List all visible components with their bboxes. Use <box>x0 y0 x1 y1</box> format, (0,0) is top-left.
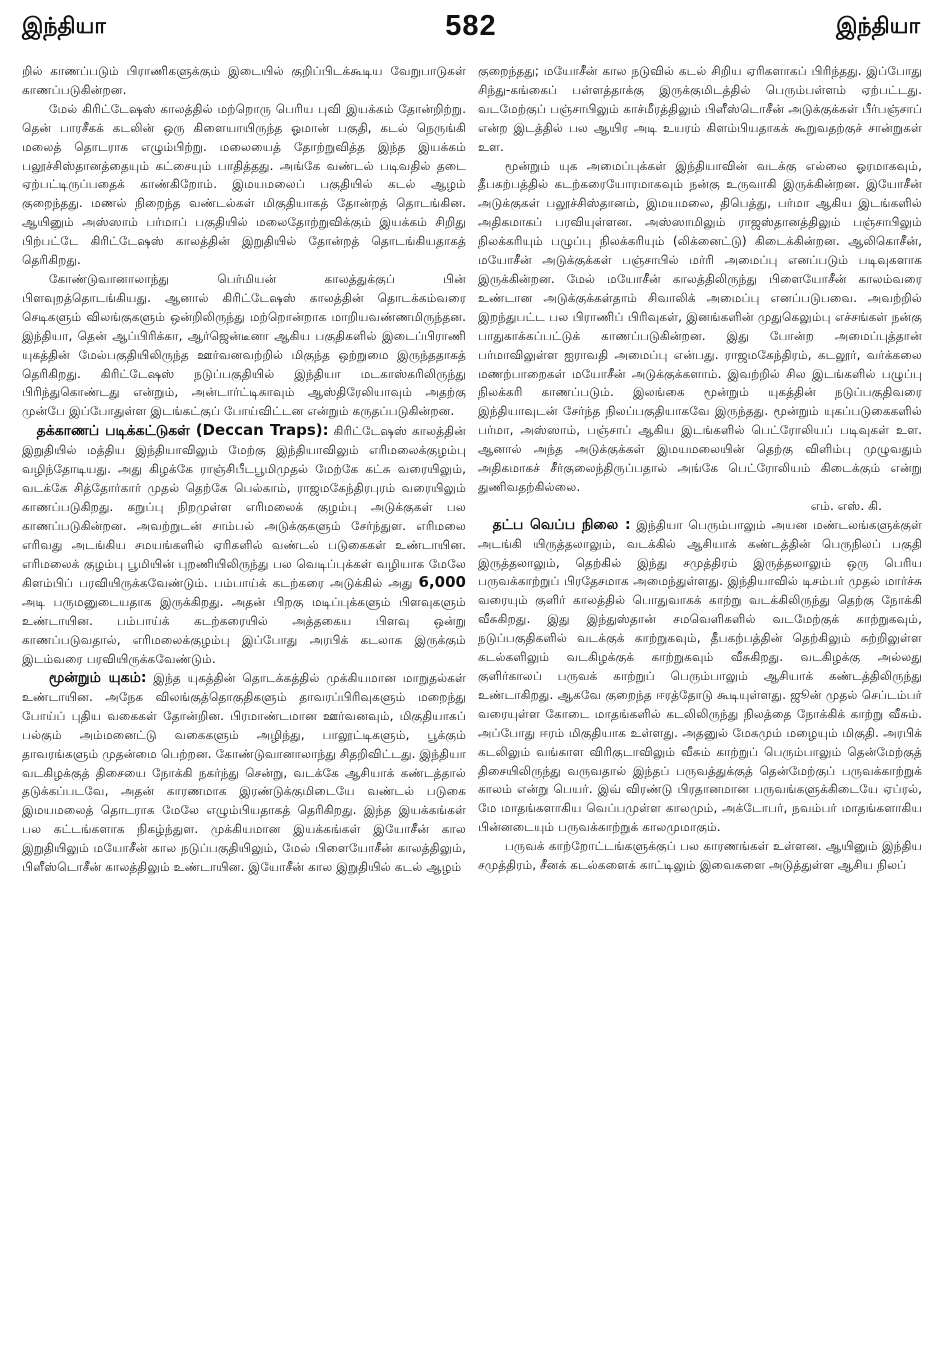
paragraph: கோண்டுவானாலாந்து பெர்மியன் காலத்துக்குப் பின் பிளவுறத்தொடங்கியது. ஆனால் கிரிட்டேஷஸ் காலத்தின் தொடக்கம்வரை செடிகளும் விலங்குகளும் ஒன்றிலிருந்து மற்றொன்றாக மாறியவண்ணமிருந்தன. இந்தியா, தென் ஆப்பிரிக்கா, ஆர்ஜென்டீனா ஆகிய பகுதிகளில் இடைப்பிராணி யுகத்தின் மேல்பகுதியிலிருந்த ஊர்வனவற்றில் மிகுந்த ஒற்றுமை இருந்ததாகத் தெரிகிறது. கிரிட்டேஷஸ் நடுப்பகுதியில் இந்தியா மடகாஸ்கரிலிருந்து பிரிந்துகொண்டது என்றும், அன்டார்ட்டிகாவும் ஆஸ்திரேலியாவும் அதற்கு முன்பே இப்போதுள்ள இடங்கட்குப் போய்விட்டன என்றும் கருதப்படுகின்றன. <box>22 271 466 419</box>
paragraph-text: இந்த யுகத்தின் தொடக்கத்தில் முக்கியமான மாறுதல்கள் உண்டாயின. அநேக விலங்குத்தொகுதிகளும் தாவரப்பிரிவுகளும் மறைந்து போய்ப் புதிய வகைகள் தோன்றின. பிரமாண்டமான ஊர்வனவும், மிகுதியாகப் பல்கும் அம்மனைட்டு வகைகளும் அழிந்து, பாலூட்டிகளும், பூக்கும் தாவரங்களும் முதன்மை பெற்றன. கோண்டுவானாலாந்து சிதறிவிட்டது. இந்தியா வடகிழக்குத் திசையை நோக்கி நகர்ந்து சென்று, வடக்கே ஆசியாக் கண்டத்தால் தடுக்கப்படவே, அதன் காரணமாக இரண்டுக்குமிடையே வண்டல் படுகை இமயமலைத் தொடராக மேலே எழும்பியதாகத் தெரிகிறது. இந்த இயக்கங்கள் பல கட்டங்களாக நிகழ்ந்துள. முக்கியமான இயக்கங்கள் இயோசீன் கால இறுதியிலும் மயோசீன் கால நடுப்பகுதியிலும், மேல் பிளையோசீன் காலத்திலும், பிளீஸ்டொசீன் காலத்திலும் உண்டாயின. இயோசீன் கால இறுதியில் கடல் ஆழம் <box>22 671 466 875</box>
paragraph: மேல் கிரிட்டேஷஸ் காலத்தில் மற்றொரு பெரிய புவி இயக்கம் தோன்றிற்று. தென் பாரசீகக் கடலின் ஒரு கிளையாயிருந்த ஓமான் பகுதி, கடல் நெருங்கி மலைத் தொடராக எழும்பிற்று. மலையைத் தோற்றுவித்த இந்த இயக்கம் பலூச்சிஸ்தானத்தையும் கட்சையும் பாதித்தது. அங்கே வண்டல் படிவதில் தடை ஏற்பட்டிருப்பதைக் காண்கிறோம். இமயமலைப் பகுதியில் கடல் ஆழம் குறைந்தது. மணல் நிறைந்த வண்டல்கள் மிகுதியாகத் தோன்றத் தொடங்கின. ஆயினும் அஸ்ஸாம் பர்மாப் பகுதியில் மலைதோற்றுவிக்கும் இயக்கம் சிறிது பிற்பட்டே கிரிட்டேஷஸ் காலத்தின் இறுதியில் தோன்றத் தொடங்கியதாகத் தெரிகிறது. <box>22 101 466 268</box>
author-signature: எம். எஸ். கி. <box>810 498 882 513</box>
inline-number: 6,000 <box>418 573 466 592</box>
section-heading: மூன்றும் யுகம்: <box>48 670 147 686</box>
paragraph-text: இந்தியா பெரும்பாலும் அயன மண்டலங்களுக்குள் அடங்கி யிருத்தலாலும், வடக்கில் ஆசியாக் கண்டத்தின் பெருநிலப் பகுதி இருத்தலாலும், தெற்கில் இந்து சமுத்திரம் இருத்தலாலும் ஒரு பெரிய பருவக்காற்றுப் பிரதேசமாக அமைந்துள்ளது. இந்தியாவில் டிசம்பர் முதல் மார்ச்சு வரையும் குளிர் காலத்தில் பொதுவாகக் காற்று வடக்கிலிருந்து தெற்கு நோக்கி வீசுகிறது. இது இந்துஸ்தான் சமவெளிகளில் வடமேற்குக் காற்றுகவும், நடுப்பகுதிகளில் வடக்குக் காற்றுகவும், தீபகற்பத்தின் தெற்கிலும் சுற்றிலுள்ள கடல்களிலும் வடகிழக்குக் காற்றுகவும் வீசுகிறது. வடகிழக்கு அல்லது குளிர்காலப் பருவக் காற்றுப் பெரும்பாலும் ஆசியாக் கண்டத்திலிருந்து உண்டாகிறது. ஆகவே குறைந்த ஈரத்தோடு கூடியுள்ளது. ஜூன் முதல் செப்டம்பர் வரையுள்ள கோடை மாதங்களில் கடலிலிருந்து நிலத்தை நோக்கிக் காற்று வீசும். அப்போது ஈரம் மிகுதியாக உள்ளது. அதனுல் மேகமும் மழையும் மிகுதி. அரபிக் கடலிலும் வங்காள விரிகுடாவிலும் வீசும் காற்றுப் பெரும்பாலும் தென்மேற்குத் திசையிலிருந்து வருவதால் இந்தப் பருவத்துக்குத் தென்மேற்குப் பருவக்காற்றுக் காலம் என்று பெயர். இவ் விரண்டு பிரதானமான பருவங்களுக்கிடையே ஏப்ரல், மே மாதங்களாகிய வெப்பமுள்ள காலமும், அக்டோபர், நவம்பர் மாதங்களாகிய பின்னடையும் பருவக்காற்றுக் காலமுமாகும். <box>478 517 922 835</box>
left-column <box>22 62 466 1354</box>
section-paragraph-climate <box>478 516 922 837</box>
page-header <box>22 10 920 50</box>
section-heading: தட்ப வெப்ப நிலை : <box>492 516 631 533</box>
section-paragraph-tertiary <box>22 669 466 877</box>
paragraph: பருவக் காற்றோட்டங்களுக்குப் பல காரணங்கள் உள்ளன. ஆயினும் இந்திய சமுத்திரம், சீனக் கடல்களைக் காட்டிலும் இவைகளை அடுத்துள்ள ஆசிய நிலப் <box>478 839 922 873</box>
paragraph: குறைந்தது; மயோசீன் கால நடுவில் கடல் சிறிய ஏரிகளாகப் பிரிந்தது. இப்போது சிந்து-கங்கைப் பள்ளத்தாக்கு இருக்குமிடத்தில் பெரும்பள்ளம் ஏற்பட்டது. வடமேற்குப் பஞ்சாபிலும் காச்மீரத்திலும் பிளீஸ்டொசீன் அடுக்குக்கள் பீர்பஞ்சாப் என்ற இடத்தில் பல ஆயிர அடி உயரம் கிளம்பியதாகக் கூறுவதற்குச் சான்றுகள் உள. <box>478 64 922 154</box>
section-heading: தக்காணப் படிக்கட்டுகள் <box>36 423 196 440</box>
section-heading-english: (Deccan Traps): <box>195 421 329 440</box>
paragraph: மூன்றும் யுக அமைப்புக்கள் இந்தியாவின் வடக்கு எல்லை ஓரமாகவும், தீபகற்பத்தில் கடற்கரையோரமாகவும் நன்கு உருவாகி இருக்கின்றன. இயோசீன் அடுக்குகள் பலூச்சிஸ்தானம், இமயமலை, திபெத்து, பர்மா ஆகிய இடங்களில் அதிகமாகப் பரவியுள்ளன. அஸ்ஸாமிலும் ராஜஸ்தானத்திலும் பஞ்சாபிலும் நிலக்கரியும் பழுப்பு நிலக்கரியும் (லிக்னைட்டு) கிடைக்கின்றன. ஆலிகொசீன், மயோசீன் அடுக்குக்கள் பஞ்சாபில் மர்ரி அமைப்பு எனப்படும் படிவுகளாக இருக்கின்றன. மேல் மயோசீன் காலத்திலிருந்து பிளையோசீன் காலம்வரை உண்டான அடுக்குக்கள்தாம் சிவாலிக் அமைப்பு எனப்படுபவை. அவற்றில் இறந்துபட்ட பல பிராணிப் பிரிவுகள், இனங்களின் முதுகெலும்பு எச்சங்கள் நன்கு பாதுகாக்கப்பட்டுக் காணப்படுகின்றன. இது போன்ற அமைப்புத்தான் பர்மாவிலுள்ள ஐராவதி அமைப்பு என்பது. ராஜமகேந்திரம், கடலூர், வர்க்கலை மணற்பாறைகள் மயோசீன் அடுக்குக்களாம். இவற்றில் சில இடங்களில் பழுப்பு நிலக்கரி காணப்படும். இலங்கை மூன்றும் யுகத்தின் நடுப்பகுதிவரை இந்தியாவுடன் சேர்ந்த நிலப்பகுதியாகவே இருந்தது. மூன்றும் யுகப்படுகைகளில் பர்மா, அஸ்ஸாம், பஞ்சாப் ஆகிய இடங்களில் பெட்ரோலியப் படிவுகள் உள. ஆனால் அந்த அடுக்குக்கள் இமயமலையின் தெற்கு விளிம்பு முழுவதும் அதிகமாகச் சீர்குலைந்திருப்பதால் அங்கே பெட்ரோலியம் கிடைக்கும் என்று துணிவதற்கில்லை. <box>478 158 922 494</box>
paragraph-text: கிரிட்டேஷஸ் காலத்தின் இறுதியில் மத்திய இந்தியாவிலும் மேற்கு இந்தியாவிலும் எரிமலைக்குழம்பு வழிந்தோடியது. அது கிழக்கே ராஞ்சிபீடபூமிமுதல் மேற்கே கட்சு வரையிலும், வடக்கே சித்தோர்கார் முதல் தெற்கே பெல்காம், ராஜமகேந்திரபுரம் வரையிலும் காணப்படுகிறது. கறுப்பு நிறமுள்ள எரிமலைக் குழம்பு அடுக்குகள் பல காணப்படுகின்றன. அவற்றுடன் சாம்பல் அடுக்குகளும் சேர்ந்துள. எரிமலை எரிவது அடங்கிய சமயங்களில் ஏரிகளில் வண்டல் படுகைகள் உண்டாயின. எரிமலைக் குழம்பு பூமியின் புறணியிலிருந்து பல வெடிப்புக்கள் வழியாக மேலே கிளம்பிப் பரவியிருக்கவேண்டும். பம்பாய்க் கடற்கரை அடுக்கில் அது <box>22 424 466 591</box>
running-title-right: இந்தியா <box>836 14 920 39</box>
right-column <box>478 62 922 1354</box>
paragraph: றில் காணப்படும் பிராணிகளுக்கும் இடையில் குறிப்பிடக்கூடிய வேறுபாடுகள் காணப்படுகின்றன. <box>22 64 466 97</box>
paragraph-text: அடி பருமனுடையதாக இருக்கிறது. அதன் பிறகு மடிப்புக்களும் பிளவுகளும் உண்டாயின. பம்பாய்க் கடற்கரையில் அத்தகைய பிளவு ஒன்று காணப்படுவதால், எரிமலைக்குழம்பு இப்போது அரபிக் கடலாக இருக்கும் இடம்வரை பரவியிருக்கவேண்டும். <box>22 595 466 667</box>
page-number: 582 <box>445 10 497 42</box>
section-paragraph-deccan-traps <box>22 421 466 669</box>
running-title-left: இந்தியா <box>22 14 106 39</box>
